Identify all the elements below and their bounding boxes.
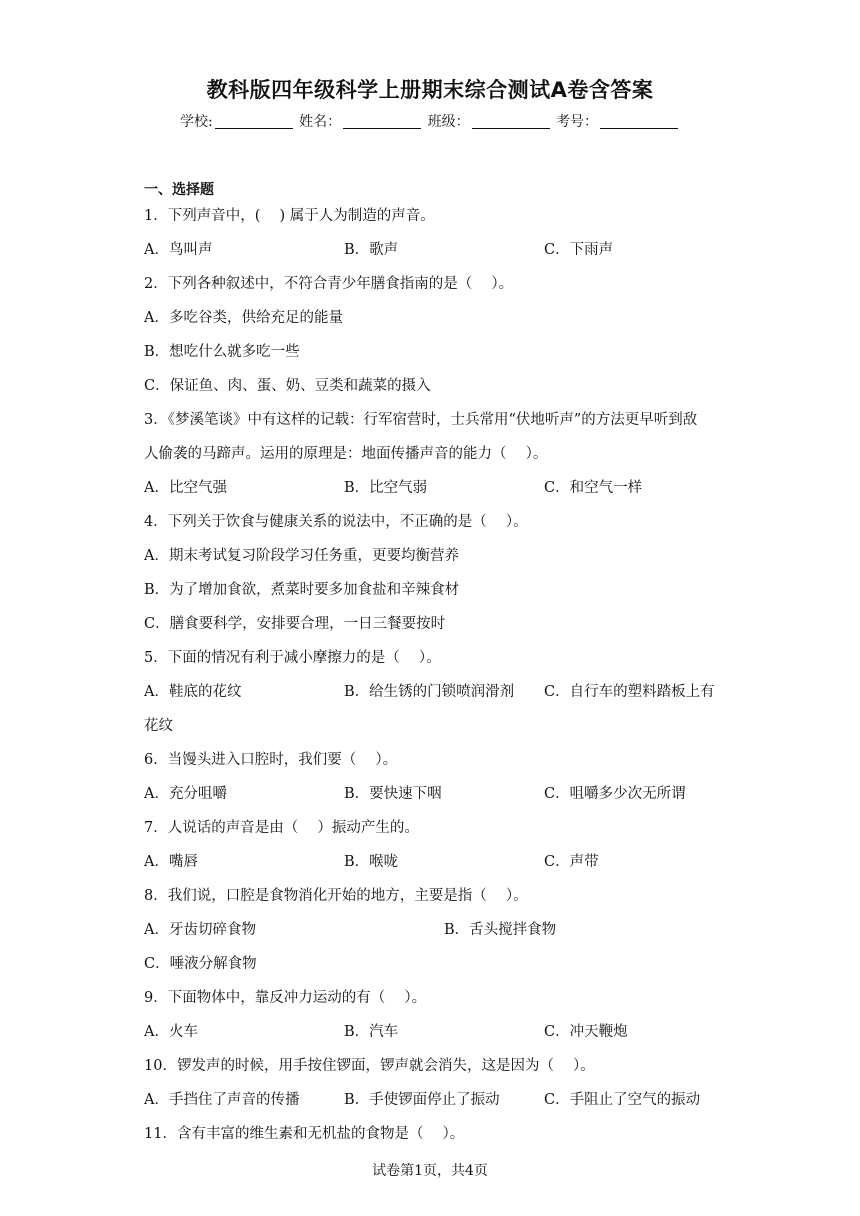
option-b[interactable]: B．汽车 (344, 1024, 399, 1040)
name-blank[interactable] (343, 114, 421, 129)
question-stem-continued: 人偷袭的马蹄声。运用的原理是：地面传播声音的能力（ ）。 (144, 446, 548, 462)
option-c[interactable]: C．咀嚼多少次无所谓 (544, 786, 686, 802)
option-c[interactable]: C．自行车的塑料踏板上有 (544, 684, 715, 700)
option-b[interactable]: B．为了增加食欲，煮菜时要多加食盐和辛辣食材 (144, 582, 460, 598)
option-a[interactable]: A．鞋底的花纹 (144, 684, 242, 700)
option-c[interactable]: C．声带 (544, 854, 599, 870)
exam-title: 教科版四年级科学上册期末综合测试A卷含答案 (206, 78, 654, 102)
question-stem: 8．我们说，口腔是食物消化开始的地方，主要是指（ ）。 (144, 888, 528, 904)
student-info-line (0, 111, 860, 131)
page-footer: 试卷第1页，共4页 (372, 1163, 488, 1179)
question-stem: 11．含有丰富的维生素和无机盐的食物是（ ）。 (144, 1126, 465, 1142)
option-c[interactable]: C．和空气一样 (544, 480, 643, 496)
option-a[interactable]: A．鸟叫声 (144, 242, 213, 258)
option-a[interactable]: A．比空气强 (144, 480, 227, 496)
question-stem: 1．下列声音中，( ) 属于人为制造的声音。 (144, 208, 435, 224)
option-b[interactable]: B．舌头搅拌食物 (444, 922, 557, 938)
option-a[interactable]: A．嘴唇 (144, 854, 198, 870)
option-c[interactable]: C．下雨声 (544, 242, 614, 258)
question-stem: 5．下面的情况有利于减小摩擦力的是（ ）。 (144, 650, 441, 666)
class-blank[interactable] (472, 114, 550, 129)
option-c-continued: 花纹 (144, 718, 173, 734)
option-b[interactable]: B．喉咙 (344, 854, 399, 870)
question-stem: 4．下列关于饮食与健康关系的说法中，不正确的是（ ）。 (144, 514, 528, 530)
school-label: 学校: (179, 114, 213, 130)
exam-number-label: 考号： (556, 114, 599, 130)
option-b[interactable]: B．要快速下咽 (344, 786, 442, 802)
option-b[interactable]: B．给生锈的门锁喷润滑剂 (344, 684, 515, 700)
option-c[interactable]: C．冲天鞭炮 (544, 1024, 628, 1040)
option-c[interactable]: C．膳食要科学，安排要合理，一日三餐要按时 (144, 616, 446, 632)
question-stem: 7．人说话的声音是由（ ）振动产生的。 (144, 820, 419, 836)
option-c[interactable]: C．唾液分解食物 (144, 956, 257, 972)
question-stem: 3．《梦溪笔谈》中有这样的记载：行军宿营时，士兵常用“伏地听声”的方法更早听到敌 (144, 412, 698, 428)
school-blank[interactable] (215, 114, 293, 129)
option-a[interactable]: A．多吃谷类，供给充足的能量 (144, 310, 343, 326)
question-stem: 6．当馒头进入口腔时，我们要（ ）。 (144, 752, 398, 768)
option-a[interactable]: A．手挡住了声音的传播 (144, 1092, 300, 1108)
name-label: 姓名： (299, 114, 342, 130)
question-stem: 9．下面物体中，靠反冲力运动的有（ ）。 (144, 990, 427, 1006)
option-a[interactable]: A．牙齿切碎食物 (144, 922, 256, 938)
class-label: 班级： (427, 114, 470, 130)
option-a[interactable]: A．充分咀嚼 (144, 786, 227, 802)
question-stem: 10．锣发声的时候，用手按住锣面，锣声就会消失，这是因为（ ）。 (144, 1058, 595, 1074)
option-a[interactable]: A．期末考试复习阶段学习任务重，更要均衡营养 (144, 548, 459, 564)
option-a[interactable]: A．火车 (144, 1024, 198, 1040)
option-b[interactable]: B．比空气弱 (344, 480, 428, 496)
option-c[interactable]: C．保证鱼、肉、蛋、奶、豆类和蔬菜的摄入 (144, 378, 431, 394)
option-c[interactable]: C．手阻止了空气的振动 (544, 1092, 701, 1108)
section-title: 一、选择题 (144, 182, 214, 198)
question-stem: 2．下列各种叙述中，不符合青少年膳食指南的是（ ）。 (144, 276, 514, 292)
option-b[interactable]: B．歌声 (344, 242, 399, 258)
option-b[interactable]: B．想吃什么就多吃一些 (144, 344, 300, 360)
exam-number-blank[interactable] (600, 114, 678, 129)
option-b[interactable]: B．手使锣面停止了振动 (344, 1092, 500, 1108)
